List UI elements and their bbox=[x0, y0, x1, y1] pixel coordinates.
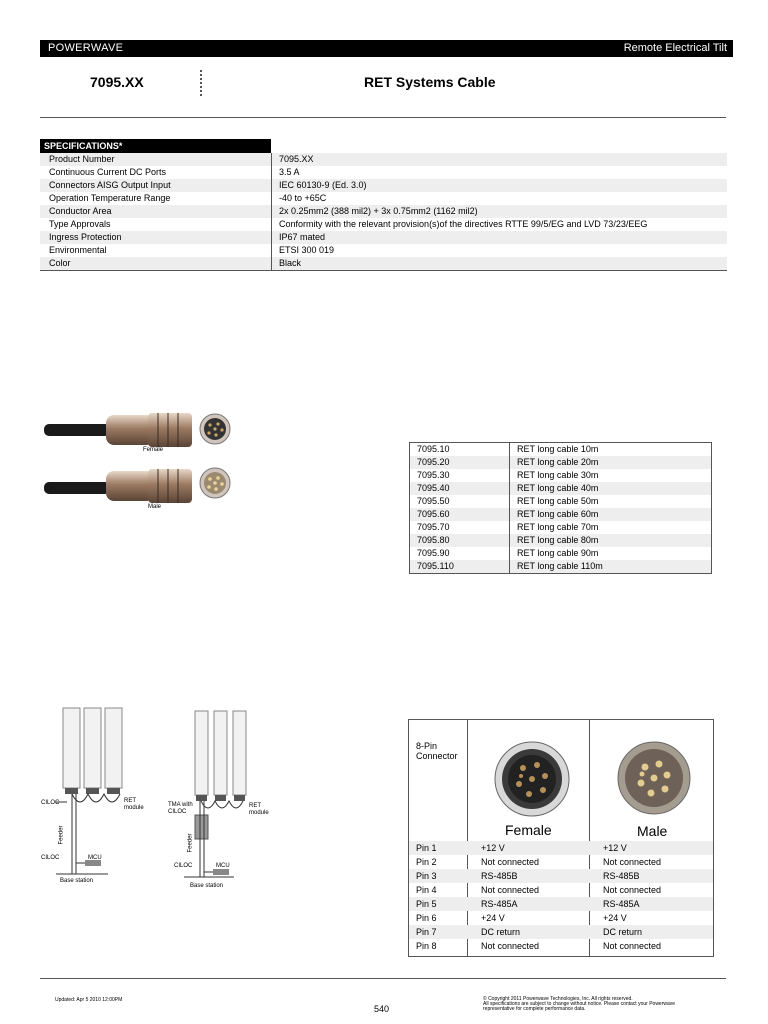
spec-value: IEC 60130-9 (Ed. 3.0) bbox=[272, 179, 728, 192]
spec-value: 7095.XX bbox=[272, 153, 728, 166]
right-module-label: module bbox=[249, 810, 269, 816]
left-module-label: module bbox=[124, 805, 144, 811]
right-tma-ciloc-label: CILOC bbox=[168, 809, 187, 815]
spec-value: 3.5 A bbox=[279, 167, 300, 177]
table-row bbox=[409, 911, 713, 925]
table-row bbox=[410, 495, 712, 508]
table-row bbox=[409, 925, 713, 939]
spec-value: IP67 mated bbox=[272, 231, 728, 244]
table-row bbox=[40, 205, 727, 218]
table-row bbox=[410, 482, 712, 495]
table-row bbox=[410, 534, 712, 547]
cable-desc: RET long cable 90m bbox=[517, 548, 599, 558]
cable-desc: RET long cable 50m bbox=[517, 496, 599, 506]
table-row bbox=[410, 443, 712, 457]
pin-number: Pin 6 bbox=[416, 913, 437, 923]
pin-number: Pin 8 bbox=[416, 941, 437, 951]
right-base-label: Base station bbox=[190, 883, 224, 889]
cable-code: 7095.40 bbox=[410, 482, 510, 495]
spec-label: Continuous Current DC Ports bbox=[40, 166, 272, 179]
male-photo-label: Male bbox=[148, 504, 162, 510]
table-row bbox=[410, 560, 712, 574]
female-connector-image bbox=[493, 740, 571, 818]
spec-value: Black bbox=[272, 257, 728, 271]
female-signal: +24 V bbox=[481, 913, 505, 923]
female-signal: DC return bbox=[474, 925, 596, 939]
spec-value: 2x 0.25mm2 (388 mil2) + 3x 0.75mm2 (1162 mil2) bbox=[272, 205, 728, 218]
female-signal: Not connected bbox=[481, 885, 540, 895]
cable-photo-image bbox=[40, 405, 240, 520]
cable-desc: RET long cable 70m bbox=[517, 522, 599, 532]
pin-number: Pin 2 bbox=[416, 857, 437, 867]
cable-code: 7095.30 bbox=[410, 469, 510, 482]
copyright-line: All specifications are subject to change without notice. Please contact your Powerwave bbox=[483, 1001, 676, 1007]
table-row bbox=[409, 883, 713, 897]
spec-label: Connectors AISG Output Input bbox=[40, 179, 272, 192]
system-diagram-image bbox=[38, 702, 278, 897]
right-feeder-label: Feeder bbox=[187, 833, 194, 853]
system-diagram bbox=[38, 702, 278, 897]
female-signal: Not connected bbox=[481, 857, 540, 867]
right-ret-label: RET bbox=[249, 803, 261, 809]
male-connector-label: Male bbox=[637, 823, 668, 839]
cable-code: 7095.110 bbox=[410, 560, 510, 574]
table-row bbox=[40, 179, 727, 192]
left-mcu-label: MCU bbox=[88, 855, 102, 861]
cable-desc: RET long cable 40m bbox=[510, 482, 712, 495]
table-row bbox=[410, 469, 712, 482]
table-row bbox=[40, 192, 727, 205]
male-signal: RS-485A bbox=[596, 897, 713, 911]
table-row bbox=[409, 855, 713, 869]
copyright-line: © Copyright 2011 Powerwave Technologies, Inc. All rights reserved. bbox=[483, 996, 633, 1002]
spec-label: Ingress Protection bbox=[40, 231, 272, 244]
right-ciloc-label: CILOC bbox=[174, 863, 193, 869]
female-signal: +12 V bbox=[474, 841, 596, 855]
table-row bbox=[410, 456, 712, 469]
specifications-heading bbox=[40, 139, 271, 153]
page-number: 540 bbox=[374, 1004, 390, 1014]
cable-desc: RET long cable 10m bbox=[517, 444, 599, 454]
copyright-notice bbox=[483, 997, 713, 1012]
male-signal: Not connected bbox=[603, 857, 662, 867]
cable-desc: RET long cable 80m bbox=[510, 534, 712, 547]
female-signal: RS-485B bbox=[474, 869, 596, 883]
table-row bbox=[409, 939, 713, 953]
cable-desc: RET long cable 110m bbox=[510, 560, 712, 574]
table-row bbox=[410, 521, 712, 534]
product-title: RET Systems Cable bbox=[364, 74, 496, 90]
copyright-line: representative for complete performance data. bbox=[483, 1006, 586, 1012]
pin-number: Pin 7 bbox=[409, 925, 474, 939]
brand-name: POWERWAVE bbox=[48, 42, 124, 54]
specifications-heading-text: SPECIFICATIONS* bbox=[44, 141, 123, 151]
table-row bbox=[410, 547, 712, 560]
table-row bbox=[40, 231, 727, 244]
right-mcu-label: MCU bbox=[216, 863, 230, 869]
spec-label: Product Number bbox=[40, 153, 272, 166]
cable-desc: RET long cable 60m bbox=[510, 508, 712, 521]
right-tma-label: TMA with bbox=[168, 802, 193, 808]
cable-code: 7095.90 bbox=[410, 547, 510, 560]
male-signal: Not connected bbox=[603, 941, 662, 951]
cable-code: 7095.70 bbox=[410, 521, 510, 534]
table-row bbox=[409, 897, 713, 911]
dotted-separator bbox=[200, 70, 202, 96]
cable-code: 7095.20 bbox=[410, 456, 510, 469]
table-row bbox=[40, 257, 727, 271]
female-photo-label: Female bbox=[143, 447, 164, 453]
cable-length-table bbox=[409, 442, 712, 574]
female-signal: Not connected bbox=[481, 941, 540, 951]
left-ciloc2-label: CILOC bbox=[41, 855, 60, 861]
header-bar bbox=[40, 40, 733, 57]
left-ret-label: RET bbox=[124, 798, 136, 804]
spec-label: Type Approvals bbox=[40, 218, 272, 231]
product-number: 7095.XX bbox=[90, 74, 144, 90]
cable-photo bbox=[40, 405, 240, 520]
spec-label: Color bbox=[40, 257, 272, 271]
left-feeder-label: Feeder bbox=[58, 825, 65, 845]
cable-code: 7095.10 bbox=[410, 443, 510, 457]
female-connector-label: Female bbox=[505, 822, 552, 838]
pin-number: Pin 1 bbox=[409, 841, 474, 855]
table-row bbox=[409, 841, 713, 855]
spec-label: Operation Temperature Range bbox=[40, 192, 272, 205]
male-signal: Not connected bbox=[603, 885, 662, 895]
table-row bbox=[40, 218, 727, 231]
female-signal: RS-485A bbox=[474, 897, 596, 911]
spec-value: -40 to +65C bbox=[279, 193, 327, 203]
footer-rule bbox=[40, 978, 726, 979]
pin-rows bbox=[409, 841, 713, 953]
updated-date: Updated: Apr 5 2010 12:00PM bbox=[55, 997, 123, 1003]
table-row bbox=[410, 508, 712, 521]
spec-value: Conformity with the relevant provision(s)of the directives RTTE 99/5/EG and LVD 73/23/EEG bbox=[279, 219, 648, 229]
header-rule bbox=[40, 117, 726, 118]
pinout-header: 8-Pin Connector bbox=[416, 741, 458, 761]
pin-number: Pin 4 bbox=[416, 885, 437, 895]
left-ciloc-label: CILOC bbox=[41, 800, 60, 806]
male-signal: +24 V bbox=[603, 913, 627, 923]
cable-desc: RET long cable 30m bbox=[517, 470, 599, 480]
cable-desc: RET long cable 20m bbox=[510, 456, 712, 469]
spec-label: Environmental bbox=[40, 244, 272, 257]
specifications-table bbox=[40, 153, 727, 271]
male-signal: +12 V bbox=[596, 841, 713, 855]
cable-code: 7095.80 bbox=[410, 534, 510, 547]
table-row bbox=[40, 153, 727, 166]
male-connector-image bbox=[616, 740, 692, 816]
table-row bbox=[40, 166, 727, 179]
male-signal: RS-485B bbox=[596, 869, 713, 883]
table-row bbox=[40, 244, 727, 257]
pin-number: Pin 5 bbox=[409, 897, 474, 911]
male-signal: DC return bbox=[596, 925, 713, 939]
pinout-table bbox=[408, 719, 714, 957]
pin-number: Pin 3 bbox=[409, 869, 474, 883]
spec-value: ETSI 300 019 bbox=[279, 245, 335, 255]
category-label: Remote Electrical Tilt bbox=[623, 42, 727, 54]
table-row bbox=[409, 869, 713, 883]
cable-code: 7095.60 bbox=[410, 508, 510, 521]
cable-code: 7095.50 bbox=[410, 495, 510, 508]
left-base-label: Base station bbox=[60, 878, 94, 884]
spec-label: Conductor Area bbox=[40, 205, 272, 218]
